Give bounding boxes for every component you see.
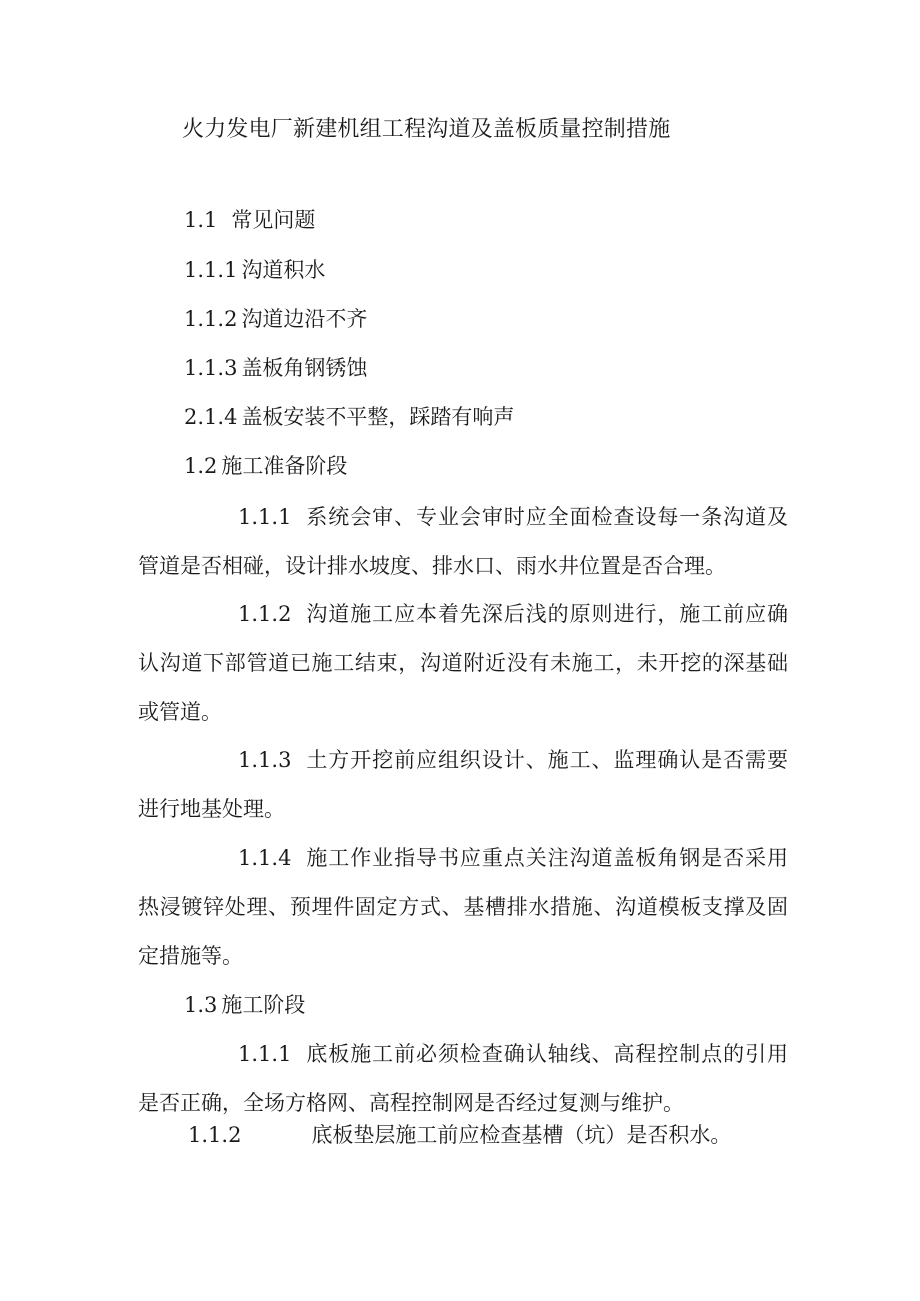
paragraph-text: 底板垫层施工前应检查基槽（坑）是否积水。 bbox=[311, 1123, 732, 1147]
list-item-text: 盖板安装不平整，踩踏有响声 bbox=[241, 405, 515, 429]
list-item-number: 2.1.4 bbox=[184, 405, 238, 429]
heading-1-2 bbox=[184, 451, 347, 481]
paragraph-text: 施工作业指导书应重点关注沟道盖板角钢是否采用热浸镀锌处理、预埋件固定方式、基槽排水措施、沟道模板支撑及固定措施等。 bbox=[138, 846, 788, 968]
paragraph-text: 土方开挖前应组织设计、施工、监理确认是否需要进行地基处理。 bbox=[138, 748, 788, 821]
paragraph bbox=[138, 590, 788, 737]
list-item-text: 盖板角钢锈蚀 bbox=[241, 356, 368, 380]
heading-text: 施工准备阶段 bbox=[221, 454, 348, 478]
heading-1-3 bbox=[184, 990, 305, 1020]
list-item-number: 1.1.1 bbox=[184, 258, 238, 282]
list-item bbox=[184, 402, 514, 432]
heading-number: 1.2 bbox=[184, 454, 218, 478]
paragraph bbox=[138, 736, 788, 834]
list-item-text: 沟道积水 bbox=[241, 258, 326, 282]
paragraph bbox=[138, 1030, 788, 1128]
list-item-number: 1.1.3 bbox=[184, 356, 238, 380]
heading-number: 1.3 bbox=[184, 993, 218, 1017]
paragraph bbox=[138, 834, 788, 981]
document-title: 火力发电厂新建机组工程沟道及盖板质量控制措施 bbox=[182, 117, 671, 142]
paragraph bbox=[138, 493, 788, 591]
paragraph-number: 1.1.2 bbox=[238, 602, 292, 626]
paragraph bbox=[188, 1120, 731, 1150]
list-item-number: 1.1.2 bbox=[184, 307, 238, 331]
list-item-text: 沟道边沿不齐 bbox=[241, 307, 368, 331]
paragraph-number: 1.1.4 bbox=[238, 846, 292, 870]
paragraph-number: 1.1.2 bbox=[188, 1123, 242, 1147]
heading-number: 1.1 bbox=[184, 208, 218, 232]
paragraph-number: 1.1.1 bbox=[238, 1042, 292, 1066]
list-item bbox=[184, 353, 367, 383]
paragraph-text: 沟道施工应本着先深后浅的原则进行，施工前应确认沟道下部管道已施工结束，沟道附近没有未施工，未开挖的深基础或管道。 bbox=[138, 602, 788, 724]
heading-text: 施工阶段 bbox=[221, 993, 306, 1017]
paragraph-number: 1.1.1 bbox=[238, 505, 292, 529]
heading-1-1 bbox=[184, 205, 315, 235]
list-item bbox=[184, 255, 325, 285]
paragraph-number: 1.1.3 bbox=[238, 748, 292, 772]
list-item bbox=[184, 304, 367, 334]
heading-text: 常见问题 bbox=[231, 208, 316, 232]
paragraph-text: 底板施工前必须检查确认轴线、高程控制点的引用是否正确，全场方格网、高程控制网是否经过复测与维护。 bbox=[138, 1042, 788, 1115]
paragraph-text: 系统会审、专业会审时应全面检查设每一条沟道及管道是否相碰，设计排水坡度、排水口、雨水井位置是否合理。 bbox=[138, 505, 788, 578]
